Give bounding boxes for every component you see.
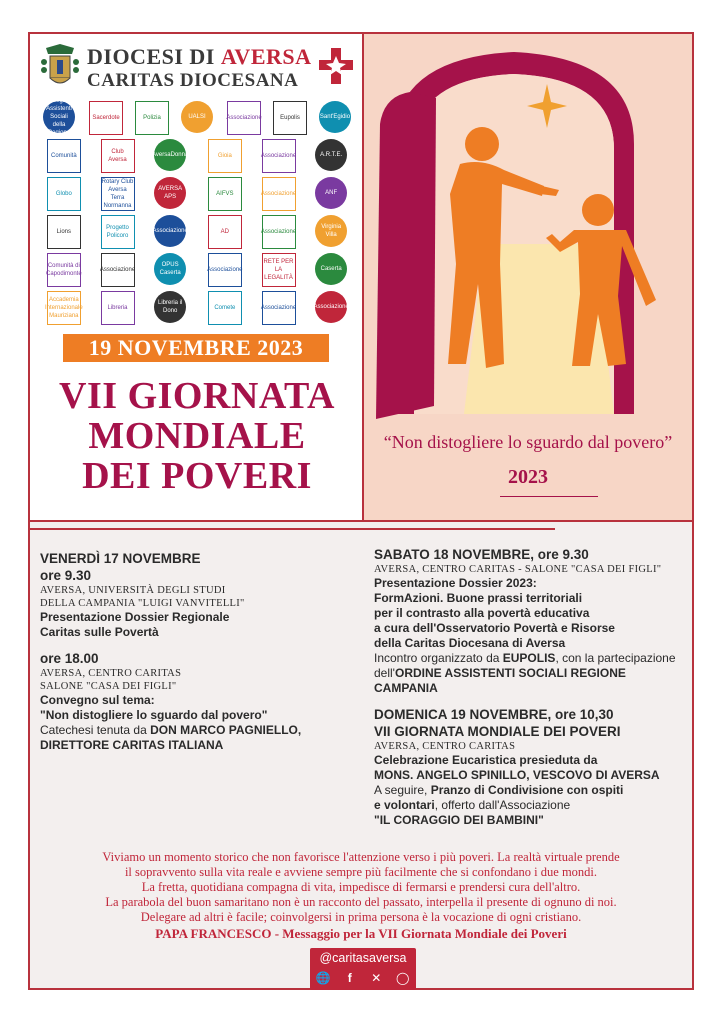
partner-logo: Gioia: [208, 139, 242, 173]
program-weekend: [374, 546, 692, 828]
partner-logo: A.R.T.E.: [315, 139, 347, 171]
social-handle[interactable]: @caritasaversa: [319, 951, 407, 965]
event-text: Presentazione Dossier Regionale: [40, 610, 230, 624]
event-text: e volontari, offerto dall'Associazione: [374, 798, 571, 812]
event-text: per il contrasto alla povertà educativa: [374, 606, 590, 620]
partner-logo: Associazione: [101, 253, 135, 287]
partner-logo: Libreria il Dono: [154, 291, 186, 323]
partner-logo: Associazione: [262, 291, 296, 325]
partner-logo: Comunità: [47, 139, 81, 173]
program-friday: [40, 550, 340, 753]
partner-logo: Comunità di Capodimonte: [47, 253, 81, 287]
partner-logo: UALSI: [181, 101, 213, 133]
event-text: A seguire, Pranzo di Condivisione con ospiti: [374, 783, 624, 797]
partner-logo: Eupolis: [273, 101, 307, 135]
event-text: della Caritas Diocesana di Aversa: [374, 636, 566, 650]
accent-rule: [30, 528, 555, 530]
event-text: Convegno sul tema:: [40, 693, 155, 707]
day-subheading: VII GIORNATA MONDIALE DEI POVERI: [374, 724, 621, 739]
caritas-subtitle: CARITAS DIOCESANA: [87, 70, 299, 91]
partner-logo: Virginia Villa: [315, 215, 347, 247]
partner-logo: ANF: [315, 177, 347, 209]
partner-logo: Ordine degli Assistenti Sociali della Regione Campania: [43, 101, 75, 133]
partner-logo: AIFVS: [208, 177, 242, 211]
globe-icon[interactable]: 🌐: [315, 971, 331, 985]
diocesi-title: DIOCESI DI AVERSA: [87, 44, 312, 69]
motto-year: 2023: [508, 466, 548, 488]
partner-logo: AVERSA APS: [154, 177, 186, 209]
partner-logo: RETE PER LA LEGALITÀ: [262, 253, 296, 287]
partner-logo: Associazione: [262, 215, 296, 249]
social-box: [310, 948, 416, 990]
x-icon[interactable]: ✕: [371, 971, 382, 985]
facebook-icon[interactable]: f: [347, 971, 352, 985]
partner-logo: Rotary Club Aversa Terra Normanna: [101, 179, 134, 209]
partner-logo: Accademia Internazionale Mauriziana: [47, 291, 81, 325]
day-heading: SABATO 18 NOVEMBRE, ore 9.30: [374, 547, 589, 562]
venue: AVERSA, CENTRO CARITAS: [374, 741, 516, 752]
time-label: ore 9.30: [40, 568, 92, 583]
motto: “Non distogliere lo sguardo dal povero”: [383, 432, 673, 452]
venue: SALONE "CASA DEI FIGLI": [40, 681, 177, 692]
caritas-cross-icon: [317, 46, 355, 86]
partner-logos-grid: [36, 90, 358, 330]
event-text: "Non distogliere lo sguardo dal povero": [40, 708, 268, 722]
partner-logo: Associazione: [154, 215, 186, 247]
quote-attribution: PAPA FRANCESCO - Messaggio per la VII Giornata Mondiale dei Poveri: [155, 926, 567, 941]
event-text: DIRETTORE CARITAS ITALIANA: [40, 738, 224, 752]
day-heading: DOMENICA 19 NOVEMBRE, ore 10,30: [374, 707, 614, 722]
partner-logo: Libreria: [101, 291, 135, 325]
event-text: Catechesi tenuta da DON MARCO PAGNIELLO,: [40, 723, 302, 737]
event-text: dell'ORDINE ASSISTENTI SOCIALI REGIONE CAMPANIA: [374, 666, 626, 695]
partner-logo: AD: [208, 215, 242, 249]
venue: AVERSA, CENTRO CARITAS - SALONE "CASA DEI FIGLI": [374, 564, 662, 575]
venue: DELLA CAMPANIA "LUIGI VANVITELLI": [40, 598, 245, 609]
partner-logo: Associazione: [262, 177, 296, 211]
partner-logo: Caserta: [315, 253, 347, 285]
year-underline: [500, 496, 598, 497]
pope-quote: Viviamo un momento storico che non favorisce l'attenzione verso i più poveri. La realtà virtuale prende il sopravvento sulla vita reale e avviene sempre più facilmente che si confondano i due mondi. La fretta, quotidiana compagna di vita, impedisce di fermarsi e prendersi cura dell'altro. La parabola del buon samaritano non è un racconto del passato, interpella il presente di ognuno di noi. Delegare ad altri è facile; coinvolgersi in prima persona è la vocazione di ogni cristiano.: [102, 850, 620, 924]
time-label: ore 18.00: [40, 651, 99, 666]
partner-logo: AversaDonna: [154, 139, 186, 171]
event-text: Caritas sulle Povertà: [40, 625, 159, 639]
event-text: Celebrazione Eucaristica presieduta da: [374, 753, 598, 767]
partner-logo: Associazione: [262, 139, 296, 173]
instagram-icon[interactable]: ◯: [396, 971, 410, 985]
event-text: MONS. ANGELO SPINILLO, VESCOVO DI AVERSA: [374, 768, 660, 782]
event-text: Incontro organizzato da EUPOLIS, con la partecipazione: [374, 651, 676, 665]
event-text: FormAzioni. Buone prassi territoriali: [374, 591, 583, 605]
event-text: a cura dell'Osservatorio Povertà e Risorse: [374, 621, 615, 635]
day-heading: VENERDÌ 17 NOVEMBRE: [40, 551, 201, 566]
poster-frame: [28, 32, 694, 990]
bishop-crest-icon: [38, 42, 82, 90]
partner-logo: Club Aversa: [101, 139, 135, 173]
date-banner: 19 NOVEMBRE 2023: [63, 334, 329, 362]
partner-logo: Associazione: [315, 291, 347, 323]
venue: AVERSA, CENTRO CARITAS: [40, 668, 182, 679]
partner-logo: Associazione: [208, 253, 242, 287]
partner-logo: Polizia: [135, 101, 169, 135]
partner-logo: Globo: [47, 177, 81, 211]
event-title: VII GIORNATA MONDIALE DEI POVERI: [59, 375, 335, 497]
door-illustration: [364, 34, 692, 434]
header-left-panel: [30, 34, 364, 520]
partner-logo: Lions: [47, 215, 81, 249]
partner-logo: OPUS Caserta: [154, 253, 186, 285]
event-text: Presentazione Dossier 2023:: [374, 576, 537, 590]
partner-logo: Sacerdote: [89, 101, 123, 135]
event-text: "IL CORAGGIO DEI BAMBINI": [374, 813, 544, 827]
venue: AVERSA, UNIVERSITÀ DEGLI STUDI: [40, 585, 226, 596]
horizontal-divider: [30, 520, 692, 522]
partner-logo: Associazione: [227, 101, 261, 135]
illustration-panel: [364, 34, 692, 520]
partner-logo: Progetto Policoro: [101, 215, 135, 249]
partner-logo: Sant'Egidio: [319, 101, 351, 133]
partner-logo: Comete: [208, 291, 242, 325]
